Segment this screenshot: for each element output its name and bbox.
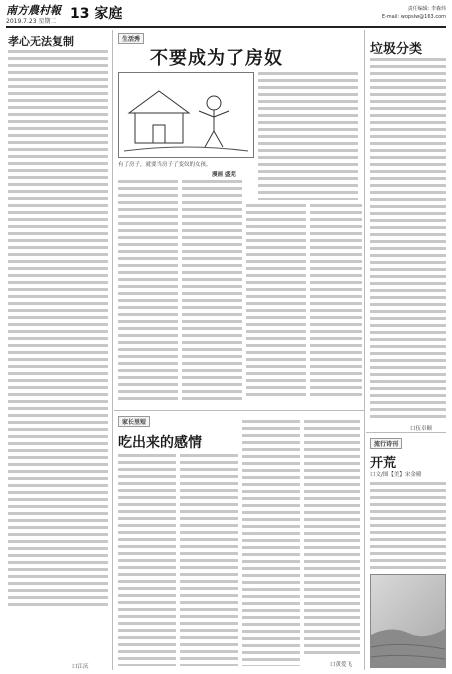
right-article-body: [370, 58, 446, 420]
email-line: E-mail: wopslw@163.com: [381, 14, 446, 20]
food-body-col4: [304, 420, 360, 656]
issue-date: 2019.7.23 星期二: [6, 18, 57, 25]
cartoon-caption: 有了房子，就要当房子了变奴的女孩。: [118, 162, 212, 168]
feature-intro-text: [258, 72, 358, 200]
section-divider-right: [366, 432, 446, 433]
left-article-title: 孝心无法复制: [8, 35, 74, 48]
page-label: 13 家庭: [70, 6, 123, 22]
food-tag: 家长里短: [118, 416, 150, 427]
feature-title: 不要成为了房奴: [150, 48, 283, 69]
feature-body-col1: [118, 180, 178, 400]
feature-body-col3: [246, 204, 306, 400]
right-article-title: 垃圾分类: [370, 42, 423, 57]
poem-byline: 口文/图【美】宋金殿: [370, 472, 422, 478]
editor-line: 责任编辑: 李森炜: [407, 6, 446, 12]
masthead: [6, 2, 446, 28]
feature-body-col2: [182, 180, 242, 400]
food-body-col2: [180, 454, 238, 666]
food-body-col1: [118, 454, 176, 666]
poem-title: 开荒: [370, 456, 397, 471]
editor-info: [382, 5, 446, 21]
left-article-body: [8, 50, 108, 610]
section-divider: [114, 410, 364, 411]
masthead-rule: [6, 26, 446, 28]
column-divider-right: [364, 30, 365, 670]
left-article-byline: 口江庆: [72, 664, 89, 670]
poem-photo: [370, 574, 446, 668]
food-body-col3: [242, 420, 300, 666]
cartoon-illustration: [118, 72, 254, 158]
paper-name: 南方農村報: [6, 4, 61, 17]
farmland-illustration: [371, 575, 445, 667]
poem-body: [370, 482, 446, 570]
right-article-byline: 口伍卓顺: [410, 426, 433, 432]
poem-tag: 流行诗刊: [370, 438, 402, 449]
column-divider: [112, 30, 113, 670]
feature-body-col4: [310, 204, 362, 400]
feature-tag: 生活秀: [118, 33, 144, 44]
food-title: 吃出来的感情: [118, 435, 202, 451]
cartoon-credit: 漫画 盛芜: [212, 172, 236, 178]
cartoon-drawing: [119, 73, 253, 157]
food-byline: 口黄爱飞: [330, 662, 353, 668]
